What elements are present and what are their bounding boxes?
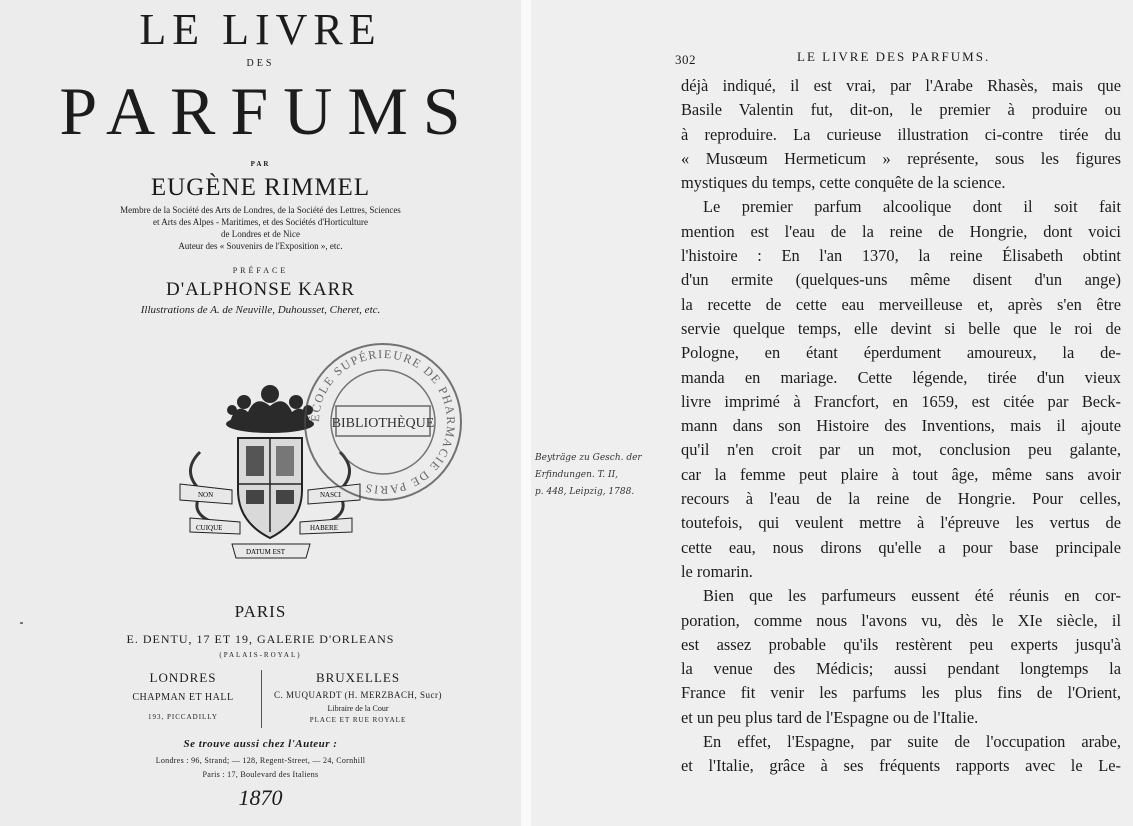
body-text	[681, 74, 1121, 779]
brussels-sub: Libraire de la Cour	[327, 704, 389, 713]
text-line: Pologne, en étant éperdument amoureux, la de-	[681, 343, 1121, 363]
text-line: France fit venir les parfums les plus fins de l'Orient,	[681, 683, 1121, 703]
preface-author: D'ALPHONSE KARR	[166, 279, 355, 300]
london-imprint	[98, 670, 268, 721]
crest-ribbon: NON	[198, 491, 214, 499]
publication-year: 1870	[238, 785, 283, 810]
text-line: l'histoire : En l'an 1370, la reine Élisabeth obtint	[681, 246, 1121, 266]
author-credentials-line: Auteur des « Souvenirs de l'Exposition », etc.	[178, 241, 343, 251]
text-line: mention est l'eau de la reine de Hongrie, dont voici	[681, 221, 1121, 241]
london-address: 193, PICCADILLY	[148, 713, 218, 721]
london-publisher: CHAPMAN ET HALL	[132, 692, 234, 703]
text-line: car la femme peut plaire à tout âge, même sans avoir	[681, 464, 1121, 484]
text-line: mann dans son Histoire des Inventions, mais il ajoute	[681, 416, 1121, 436]
brussels-publisher: C. MUQUARDT (H. MERZBACH, Sucr)	[273, 690, 443, 700]
margin-note-line: Erfindungen. T. II,	[535, 470, 619, 480]
text-line: Basile Valentin fut, dit-on, le premier à produire ou	[681, 100, 1121, 120]
page-number: 302	[675, 52, 696, 67]
text-line: mystiques du temps, cette conquête de la science.	[681, 173, 1006, 193]
london-city: LONDRES	[149, 670, 217, 685]
address-line: Paris : 17, Boulevard des Italiens	[202, 770, 319, 779]
text-line: toutefois, qui veulent mettre à l'épreuve les vertus de	[681, 513, 1121, 533]
text-line: est assez probable qu'ils restèrent peu experts jusqu'à	[681, 634, 1121, 654]
imprint-publisher: E. DENTU, 17 ET 19, GALERIE D'ORLEANS	[126, 632, 395, 646]
title-page	[0, 0, 521, 826]
text-line: « Musœum Hermeticum » représente, sous les figures	[681, 148, 1121, 168]
author-credentials-line: de Londres et de Nice	[221, 229, 300, 239]
imprint-city: PARIS	[234, 602, 287, 621]
address-line: Londres : 96, Strand; — 128, Regent-Street, — 24, Cornhill	[155, 756, 366, 765]
margin-note-line: p. 448, Leipzig, 1788.	[535, 487, 635, 497]
text-line: servie quelque temps, elle devint si belle que le roi de	[681, 318, 1121, 338]
text-line: et un peu plus tard de l'Espagne ou de l'Italie.	[681, 707, 979, 727]
text-line: le romarin.	[681, 561, 753, 581]
illustrators-line: Illustrations de A. de Neuville, Duhousset, Cheret, etc.	[140, 304, 381, 316]
title-line-2: PARFUMS	[59, 73, 476, 149]
text-line: qu'il n'en croit par un mot, conclusion peu galante,	[681, 440, 1121, 460]
page-gutter	[521, 0, 531, 826]
title-des: DES	[246, 58, 275, 69]
crest-ribbon: NASCI	[320, 491, 342, 499]
se-trouve-line: Se trouve aussi chez l'Auteur :	[183, 738, 338, 750]
text-line: déjà indiqué, il est vrai, par l'Arabe Rhasès, mais que	[681, 76, 1121, 95]
preface-label: PRÉFACE	[232, 266, 289, 275]
stamp-center-text: BIBLIOTHÈQUE	[331, 416, 435, 431]
text-line: à reproduire. La curieuse illustration ci-contre tirée du	[681, 124, 1121, 144]
margin-note-line: Beyträge zu Gesch. der	[535, 453, 642, 463]
text-line: cette eau, nous dirons qu'elle a pour base principale	[681, 537, 1121, 557]
text-line: Le premier parfum alcoolique dont il soit fait	[703, 197, 1121, 217]
ink-speck	[20, 622, 23, 624]
text-line: livre imprimé à Francfort, en 1659, est citée par Beck-	[681, 391, 1121, 411]
running-head: LE LIVRE DES PARFUMS.	[797, 49, 991, 64]
text-line: la recette de cette eau merveilleuse et, après s'en être	[681, 294, 1121, 314]
author-credentials-line: et Arts des Alpes - Maritimes, et des Sociétés d'Horticulture	[152, 217, 369, 227]
author-name: EUGÈNE RIMMEL	[150, 174, 371, 201]
author-credentials-line: Membre de la Société des Arts de Londres, de la Société des Lettres, Sciences	[120, 205, 401, 215]
stamp-outer-text: ÉCOLE SUPÉRIEURE DE PHARMACIE DE PARIS	[307, 346, 459, 498]
text-line: recours à l'eau de la reine de Hongrie. Pour celles,	[681, 489, 1121, 509]
text-line: et l'Italie, grâce à ses fréquents rapports avec le Le-	[681, 756, 1121, 776]
imprint-publisher-sub: (PALAIS-ROYAL)	[219, 651, 302, 659]
text-line: En effet, l'Espagne, par suite de l'occupation arabe,	[703, 732, 1121, 752]
text-page	[531, 0, 1133, 826]
library-stamp	[298, 340, 468, 505]
text-line: Bien que les parfumeurs eussent été réunis en cor-	[703, 586, 1121, 606]
imprint-divider	[261, 670, 262, 728]
crest-ribbon: DATUM EST	[246, 548, 286, 556]
text-line: manda en mariage. Cette légende, tirée d'un vieux	[681, 367, 1121, 387]
brussels-imprint	[268, 670, 448, 724]
title-line-1: LE LIVRE	[139, 5, 382, 54]
par-label: PAR	[250, 160, 271, 168]
brussels-address: PLACE ET RUE ROYALE	[309, 716, 407, 724]
text-line: la venue des Médicis; aussi pendant longtemps la	[681, 659, 1121, 679]
brussels-city: BRUXELLES	[315, 670, 401, 685]
crest-ribbon: HABERE	[310, 524, 338, 532]
text-line: poration, comme nous l'avons vu, dès le XIe siècle, il	[681, 610, 1121, 630]
handwritten-margin-note	[535, 450, 685, 501]
text-line: d'un ermite (quelques-uns même disent d'un ange)	[681, 270, 1121, 290]
crest-ribbon: CUIQUE	[196, 524, 223, 532]
